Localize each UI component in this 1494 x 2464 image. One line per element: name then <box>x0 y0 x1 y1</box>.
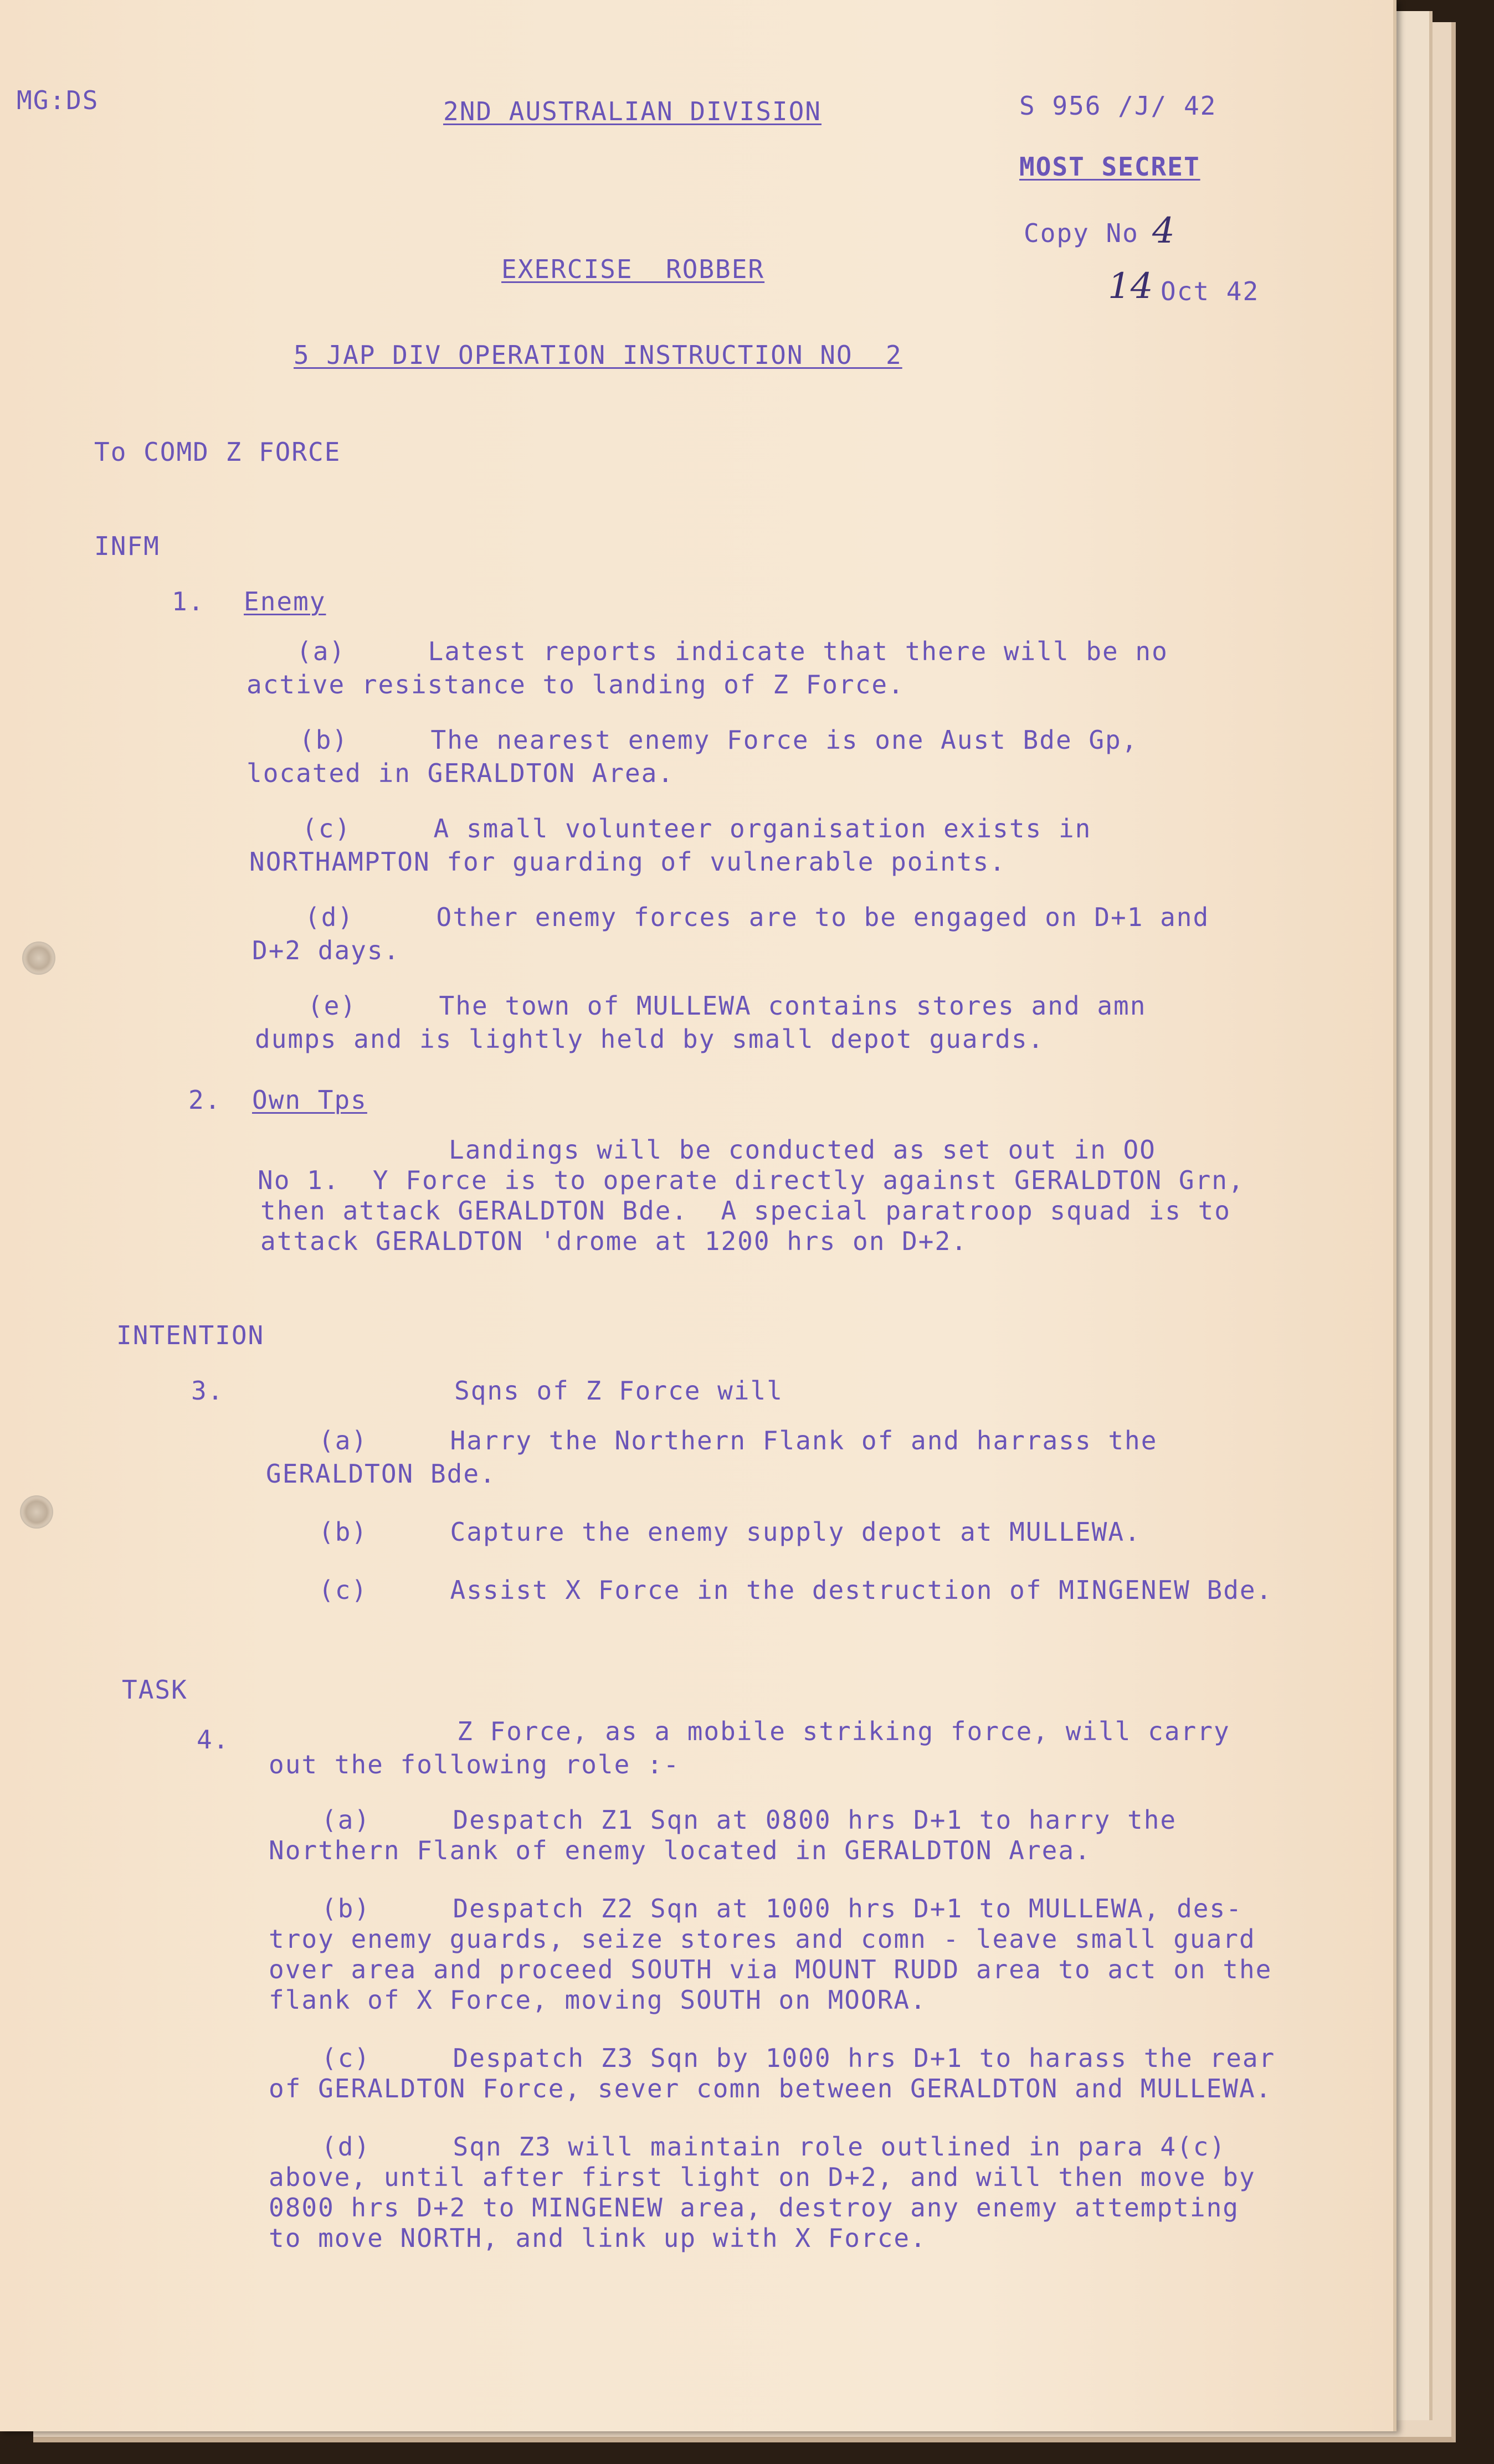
section-task: TASK <box>122 1675 188 1705</box>
list-item-line: troy enemy guards, seize stores and comn - leave small guard <box>269 1924 1256 1954</box>
list-item-line: active resistance to landing of Z Force. <box>247 670 905 699</box>
punch-hole-icon <box>22 942 55 975</box>
para-number: 3. <box>191 1376 224 1406</box>
list-item-line: (b) Despatch Z2 Sqn at 1000 hrs D+1 to MULLEWA, des- <box>321 1894 1243 1923</box>
punch-hole-icon <box>20 1495 53 1529</box>
list-item-line: (d) Sqn Z3 will maintain role outlined in para 4(c) <box>321 2132 1226 2162</box>
list-item-line: (a) Despatch Z1 Sqn at 0800 hrs D+1 to harry the <box>321 1805 1177 1835</box>
list-item-line: (a) Harry the Northern Flank of and harrass the <box>319 1426 1158 1455</box>
list-item-line: over area and proceed SOUTH via MOUNT RUDD area to act on the <box>269 1954 1272 1984</box>
paragraph-line: out the following role :- <box>269 1750 680 1779</box>
paragraph-line: Sqns of Z Force will <box>454 1376 783 1406</box>
list-item-line: located in GERALDTON Area. <box>247 758 675 788</box>
list-item-line: (c) A small volunteer organisation exists in <box>302 814 1092 843</box>
list-item-line: (d) Other enemy forces are to be engaged on D+1 and <box>305 902 1210 932</box>
list-item-line: dumps and is lightly held by small depot guards. <box>255 1024 1045 1054</box>
list-item-line: of GERALDTON Force, sever comn between GERALDTON and MULLEWA. <box>269 2074 1272 2103</box>
para-heading-enemy: Enemy <box>244 587 326 616</box>
list-item-line: 0800 hrs D+2 to MINGENEW area, destroy any enemy attempting <box>269 2193 1239 2223</box>
list-item-line: (c) Despatch Z3 Sqn by 1000 hrs D+1 to harass the rear <box>321 2043 1276 2073</box>
paragraph-line: attack GERALDTON 'drome at 1200 hrs on D+2. <box>260 1226 968 1256</box>
addressee: To COMD Z FORCE <box>94 437 341 467</box>
list-item-line: (b) The nearest enemy Force is one Aust Bde Gp, <box>299 725 1138 755</box>
classification: MOST SECRET <box>1019 152 1200 182</box>
para-heading-own-tps: Own Tps <box>252 1085 367 1115</box>
list-item-line: flank of X Force, moving SOUTH on MOORA. <box>269 1985 927 2015</box>
list-item-line: above, until after first light on D+2, and will then move by <box>269 2162 1256 2192</box>
list-item-line: (a) Latest reports indicate that there will be no <box>296 636 1168 666</box>
paragraph-line: then attack GERALDTON Bde. A special paratroop squad is to <box>260 1196 1231 1226</box>
paragraph-line: Landings will be conducted as set out in OO <box>449 1135 1156 1165</box>
para-number: 1. <box>172 587 205 616</box>
section-intention: INTENTION <box>116 1320 265 1350</box>
list-item-line: (b) Capture the enemy supply depot at MULLEWA. <box>319 1517 1141 1547</box>
list-item-line: GERALDTON Bde. <box>266 1459 496 1489</box>
file-reference: MG:DS <box>17 85 99 115</box>
paragraph-line: No 1. Y Force is to operate directly against GERALDTON Grn, <box>258 1165 1245 1195</box>
list-item-line: to move NORTH, and link up with X Force. <box>269 2223 927 2253</box>
list-item-line: (c) Assist X Force in the destruction of MINGENEW Bde. <box>319 1575 1273 1605</box>
copy-label: Copy No <box>1024 218 1139 248</box>
list-item-line: D+2 days. <box>252 935 401 965</box>
list-item-line: NORTHAMPTON for guarding of vulnerable points. <box>249 847 1006 877</box>
exercise-title: EXERCISE ROBBER <box>501 254 765 284</box>
paragraph-line: Z Force, as a mobile striking force, will carry <box>457 1716 1230 1746</box>
division-heading: 2ND AUSTRALIAN DIVISION <box>443 96 822 126</box>
copy-number: 4 <box>1152 210 1175 251</box>
list-item-line: (e) The town of MULLEWA contains stores and amn <box>307 991 1147 1021</box>
instruction-title: 5 JAP DIV OPERATION INSTRUCTION NO 2 <box>294 340 902 370</box>
list-item-line: Northern Flank of enemy located in GERALDTON Area. <box>269 1835 1091 1865</box>
serial-number: S 956 /J/ 42 <box>1019 91 1217 121</box>
date-day: 14 <box>1108 266 1153 307</box>
section-infm: INFM <box>94 531 160 561</box>
para-number: 4. <box>197 1725 230 1755</box>
para-number: 2. <box>188 1085 222 1115</box>
date-rest: Oct 42 <box>1161 276 1260 306</box>
